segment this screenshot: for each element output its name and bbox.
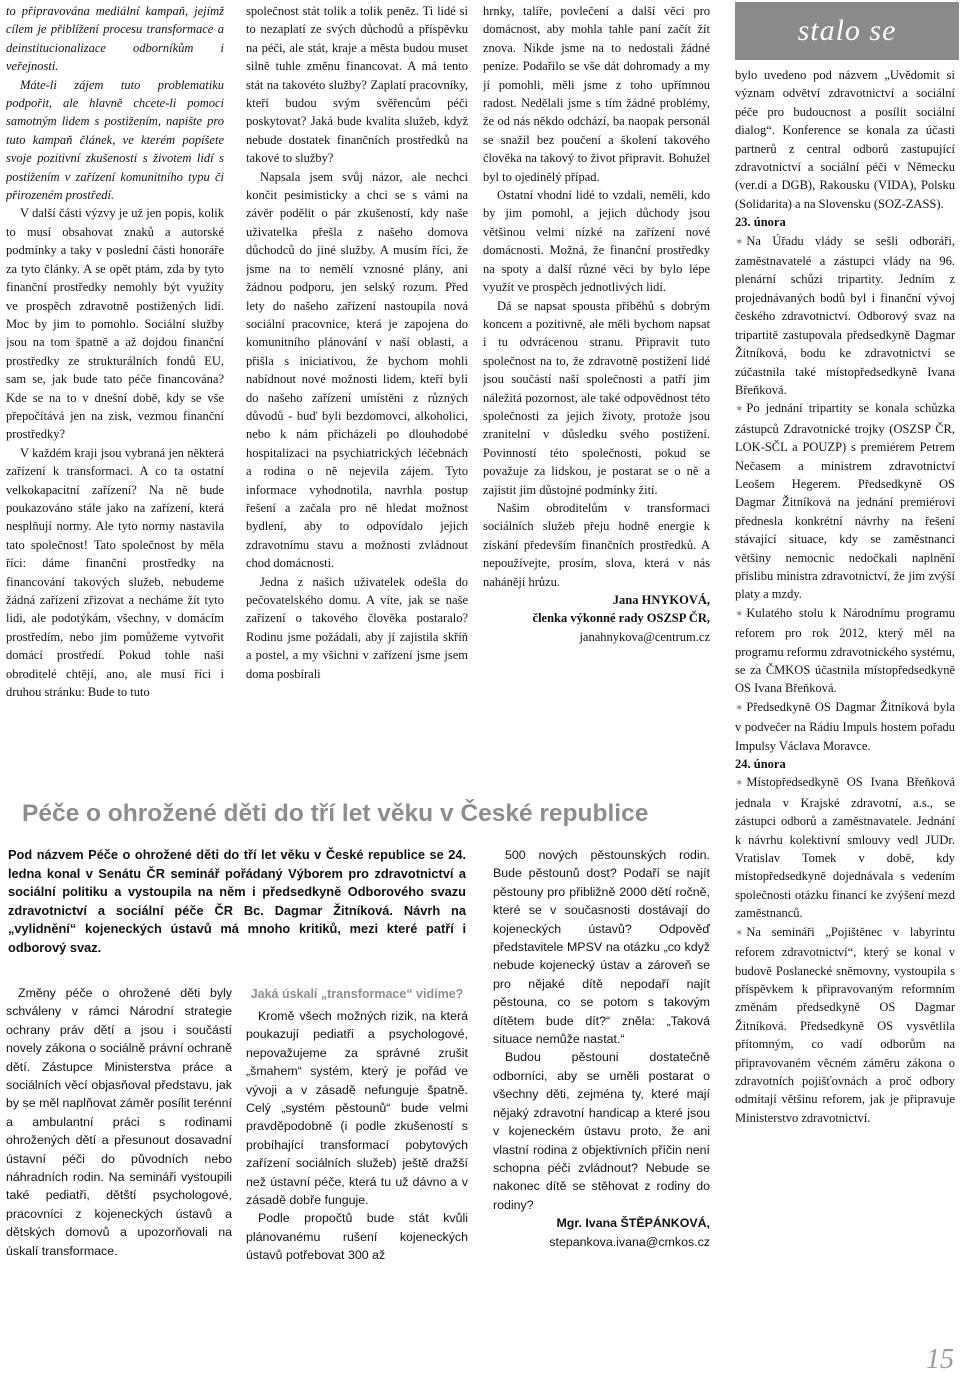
article2-lead: Pod názvem Péče o ohrožené děti do tří let věku v České republice se 24. ledna konal v Senátu ČR seminář pořádaný Výborem pro zdravotnictví a sociální politiku a vystoupila na něm i předsedkyně Odborového svazu zdravotnictví a sociální péče ČR Bc. Dagmar Žitníková. Návrh na „vylidnění“ kojeneckých ústavů má mnoho kritiků, mezi které patří i odborový svaz.	[8, 847, 466, 955]
sidebar-item: ✶ Kulatého stolu k Národnímu programu reforem pro rok 2012, který měl na programu reformu zdravotnického systému, se za ČMKOS účastnila místopředsedkyně OS Ivana Břeňková.	[735, 605, 955, 696]
sidebar-item: ✶ Na Úřadu vlády se sešli odboráři, zaměstnavatelé a zástupci vlády na 96. plenární schůzi tripartity. Jedním z projednávaných bodů byl i finanční vývoj českého zdravotnictví. Odborový svaz na tripartitě zastupovala předsedkyně Dagmar Žitníková, bodu ke zdravotnictví se zúčastnila také místopředsedkyně Ivana Břeňková.	[735, 233, 955, 397]
sidebar-date: 24. února	[735, 757, 786, 772]
star-icon: ✶	[735, 236, 744, 248]
author-email: stepankova.ivana@cmkos.cz	[549, 1234, 710, 1249]
author-name: Mgr. Ivana ŠTĚPÁNKOVÁ,	[556, 1216, 710, 1231]
article2-column-3	[493, 846, 710, 1366]
author-email: janahnykova@centrum.cz	[579, 629, 710, 644]
author-role: členka výkonné rady OSZSP ČR,	[532, 611, 710, 626]
star-icon: ✶	[735, 778, 744, 790]
paragraph: Podle propočtů bude stát kvůli plánovanému rušení kojeneckých ústavů potřebovat 300 až	[246, 1211, 468, 1263]
paragraph: Napsala jsem svůj názor, ale nechci končit pesimisticky a chci se s vámi na závěr podělit o pár zkušeností, kdy naše uživatelka přešla z našeho domova důchodců do jiné služby. A musím říci, že jsme na to nemělí vznosné plány, ani žádnou podporu, jen selský rozum. Před lety do našeho zařízení nastoupila nová sociální pracovnice, která je zapojena do komunitního plánování v naší oblasti, a přišla s iniciativou, že bychom mohli nabídnout nové možnosti lidem, kteří byli do našeho zařízení umístěni z různých důvodů - buď byli bezdomovci, alkoholici, nebo k nám přicházeli po dlouhodobé hospitalizaci na psychiatrických léčebnách a rodina o ně nejevila zájem. Tyto informace vyhodnotila, navrhla postup řešení a začala pro ně hledat možnost bydlení, aby to odpovídalo jejich zdravotnímu stavu a možnosti zvládnout chod domácnosti.	[246, 169, 468, 571]
paragraph: to připravována mediální kampaň, jejímž cílem je přiblížení procesu transformace a deinstitucionalizace odborníkům i veřejnosti.	[6, 4, 224, 74]
sidebar-date: 23. února	[735, 215, 786, 230]
article1-column-3	[483, 2, 710, 798]
paragraph: společnost stát tolik a tolik peněz. Ti lidé si to nezaplatí ze svých důchodů a příspěvku na péči, ale stát, kraje a města budou muset silně tuhle změnu financovat. A má tento stát na takovéto služby? Zaplatí pracovníky, kteří budou svým svěřencům péči poskytovat? Jaká bude kvalita služeb, když nebude dostatek finančních prostředků na takové to služby?	[246, 4, 468, 166]
banner-title: stalo se	[797, 14, 897, 47]
article2-subheading: Jaká úskalí „transformace“ vidíme?	[250, 987, 464, 1001]
paragraph: V další části výzvy je už jen popis, kolik to musí obsahovat znaků a autorské podmínky a taky v poslední části honoráře za tyto články. A se opět ptám, zda by tyto finanční prostředky nemohly být využity ve prospěch zdravotně postižených lidí. Moc by jim to pomohlo. Sociální služby jsou na tom špatně a až dojdou finanční prostředky ze strukturálních fondů EU, sam se, jak bude tato péče financována? Kde se na to v dnešní době, kdy se vše přepočítává jen na zisk, vezmou finanční prostředky?	[6, 206, 224, 442]
paragraph: Změny péče o ohrožené děti byly schváleny v rámci Národní strategie ochrany práv dětí a jsou i součástí novely zákona o sociálně právní ochraně dětí. Zástupce Ministerstva práce a sociálních věcí objasňoval představu, jak by se měl naplňovat záměr posílit terénní a ambulantní práci s rodinami ohrožených dětí a přesunout dosavadní ústavní péči do původních nebo náhradních rodin. Na semináři vystoupili také pediatři, dětští psychologové, pracovníci z kojeneckých ústavů a dětských domovů a upozorňovali na úskalí transformace.	[6, 986, 232, 1258]
sidebar-item: ✶ Předsedkyně OS Dagmar Žitníková byla v podvečer na Rádiu Impuls hostem pořadu Impulsy Václava Moravce.	[735, 699, 955, 753]
paragraph: Našim obroditelům v transformaci sociálních služeb přeju hodně energie k získání především finančních prostředků. A nepoužívejte, prosím, slova, která v nás nahánějí hrůzu.	[483, 500, 710, 589]
article2-column-1	[6, 984, 232, 1364]
sidebar-news	[735, 66, 955, 1366]
paragraph: V každém kraji jsou vybraná jen některá zařízení k transformaci. A co ta ostatní velkokapacitní zařízení? Na ně bude poukazováno stále jako na zařízení, která nesplňují normy. Ale tyto normy nastavila tato společnost! Tato společnost by měla říci: dáme finanční prostředky na financování takových služeb, nebudeme žádná zařízení zřizovat a necháme žít tyto lidi, ale podotýkám, všechny, v domácím prostředím, nebo jim pomůžeme vytvořit domácí prostředí. Pokud tohle naši obroditelé chtějí, ano, ale musí říci i druhou stránku: Bude to tuto	[6, 445, 224, 700]
sidebar-item: ✶ Po jednání tripartity se konala schůzka zástupců Zdravotnické trojky (OSZSP ČR, LOK-SČL a POUZP) s premiérem Petrem Nečasem a ministrem zdravotnictví Leošem Hegerem. Předsedkyně OS Dagmar Žitníková na jednání premiérovi přednesla konkrétní návrhy na řešení stávající situace, kdy se zaměstnanci většiny nemocnic nedočkali naplnění příslibu ministra zdravotnictví, že jim zvýší platy a mzdy.	[735, 401, 955, 602]
star-icon: ✶	[735, 702, 744, 714]
article2-headline: Péče o ohrožené děti do tří let věku v České republice	[22, 800, 649, 827]
article1-column-1	[6, 2, 224, 802]
paragraph: Budou pěstouni dostatečně odborníci, aby se uměli postarat o všechny děti, zejména ty, které mají nějaký zdravotní handicap a které jsou v kojeneckém ústavu proto, že ani vlastní rodina z objektivních příčin není schopna péči zvládnout? Nebude se nakonec dítě se stěhovat z rodiny do rodiny?	[493, 1050, 710, 1212]
section-banner	[735, 2, 959, 60]
sidebar-intro: bylo uvedeno pod názvem „Uvědomit si význam odvětví zdravotnictví a sociální péče pro budoucnost a posílit sociální dialog“. Konference se konala za účasti partnerů z central odborů zastupující zdravotnictví a sociální péči v Německu (ver.di a DGB), Rakousku (VIDA), Polsku (Solidarita) a na Slovensku (SOZ-ZASS).	[735, 68, 955, 211]
paragraph: hrnky, talíře, povlečení a další věci pro domácnost, aby mohla tahle paní začít žít znova. Nikde jsme na to nedostali žádné peníze. Podařilo se vše dát dohromady a my jí pomohli, měli jsme z toho upřímnou radost. Nedělali jsme s tím žádné problémy, že od nás někdo odchází, ba naopak personál se snažil bez poučení a školení takového člověka na takový to život připravit. Bohužel byl to ojedinělý případ.	[483, 4, 710, 184]
article2-column-2	[246, 984, 468, 1364]
author-name: Jana HNYKOVÁ,	[612, 593, 710, 607]
paragraph: 500 nových pěstounských rodin. Bude pěstounů dost? Podaří se najít pěstouny pro přibližně 2000 dětí ročně, které se v současnosti dostávají do kojeneckých ústavů? Odpověď představitele MPSV na otázku „co když nebude kojenecký ústav a zároveň se pro nějaké dítě nepodaří najít pěstouna, co se potom s takovým dítětem bude dít?“ zněla: „Taková situace nemůže nastat.“	[493, 848, 710, 1047]
paragraph: Kromě všech možných rizik, na která poukazují pediatři a psychologové, nepovažujeme za správné zrušit „šmahem“ systém, který je pořád ve vývoji a v zásadě nefunguje špatně. Celý „systém pěstounů“ bude velmi pravděpodobně (i podle zkušeností s probíhající transformací pobytových zařízení sociálních služeb) ještě dražší než ústavní péče, která tu už dávno a v zásadě dobře funguje.	[246, 1009, 468, 1208]
paragraph: Dá se napsat spousta příběhů s dobrým koncem a pozitivně, ale měli bychom napsat i tu odvrácenou stranu. Připravit tuto společnost na to, že zdravotně postižení lidé jsou součástí naší společnosti a patří jim náležitá pozornost, ale také odpovědnost této společnosti za jejich životy, protože jsou zranitelní v důsledku svého postižení. Povinností této společnosti, pokud se považuje za lidskou, je postarat se o ně a zajistit jim důstojné podmínky žití.	[483, 298, 710, 497]
paragraph: Ostatní vhodní lidé to vzdali, neměli, kdo by jim pomohl, a jejich důchody jsou většinou velmi nízké na zařízení nové domácnosti. Možná, že finanční prostředky na spoty a další různé věci by bylo lépe využít ve prospěch jednotlivých lidí.	[483, 188, 710, 295]
star-icon: ✶	[735, 404, 744, 416]
star-icon: ✶	[735, 927, 744, 939]
sidebar-item: ✶ Místopředsedkyně OS Ivana Břeňková jednala v Krajské zdravotní, a.s., se zástupci odborů a zaměstnavatele. Jednání k návrhu kolektivní smlouvy vedl JUDr. Vratislav Tomek v době, kdy místopředsedkyně dojednávala s vedením společnosti otázku financí ke zvýšení mezd zaměstnanců.	[735, 775, 955, 921]
sidebar-item: ✶ Na semináři „Pojištěnec v labyrintu reforem zdravotnictví“, který se konal v budově Poslanecké sněmovny, vystoupila s příspěvkem k připravovaným reformním změnám předsedkyně OS Dagmar Žitníková. Předsedkyně OS vysvětlila přítomným, co vadí odborům na připravovaném věcném záměru zákona o zdravotních pojišťovnách a proč odbory odmítají většinu reforem, jak je připravuje Ministerstvo zdravotnictví.	[735, 924, 955, 1125]
paragraph: Máte-li zájem tuto problematiku podpořit, ale hlavně chcete-li pomoci samotným lidem s postižením, napište pro tuto kampaň článek, ve kterém popíšete svoje pozitivní zkušenosti s životem lidí s postižením v zařízení komunitního typu či přirozeném prostředí.	[6, 77, 224, 203]
article1-column-2	[246, 2, 468, 798]
page-number: 15	[926, 1344, 954, 1375]
star-icon: ✶	[735, 608, 744, 620]
paragraph: Jedna z našich uživatelek odešla do pečovatelského domu. A víte, jak se naše zařízení o takového člověka postaralo? Rodinu jsme požádali, aby jí zajistila skříň a postel, a my všichni v zařízení jsme jsem doma posbírali	[246, 574, 468, 681]
